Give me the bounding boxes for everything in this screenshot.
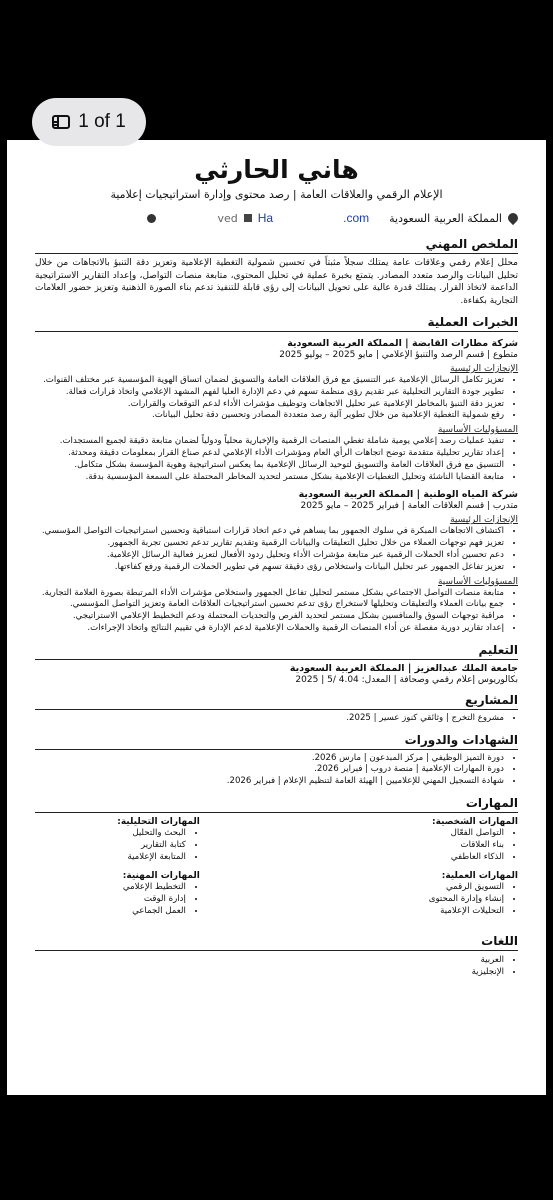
list-item: • متابعة القضايا الناشئة وتحليل التغطيات الإعلامية بشكل مستمر لتحديد المخاطر المحتملة على السمعة المؤسسية بدقة. bbox=[35, 472, 504, 484]
summary-title: الملخص المهني bbox=[35, 237, 518, 254]
list-item: • دعم تحسين أداء الحملات الرقمية عبر متابعة مؤشرات الأداء وتحليل ردود الأفعال لتعزيز فعالية الرسائل الإعلامية. bbox=[35, 550, 504, 562]
skills-col-left bbox=[35, 817, 200, 926]
skills-title: المهارات bbox=[35, 796, 518, 813]
skills-grid bbox=[35, 817, 518, 926]
list-item: • تنفيذ عمليات رصد إعلامي يومية شاملة تغطي المنصات الرقمية والإخبارية محلياً ودولياً لضمان متابعة دقيقة لجميع المستجدات. bbox=[35, 436, 504, 448]
linkedin-icon bbox=[244, 214, 252, 222]
email-start: Ha bbox=[257, 211, 274, 225]
responsibilities-list bbox=[35, 436, 518, 483]
education-org: جامعة الملك عبدالعزيز | المملكة العربية السعودية bbox=[289, 662, 518, 674]
list-item: • إعداد تقارير دورية مفصلة عن أداء المنصات الرقمية والحملات الإعلامية لدعم الإدارة في تقييم النتائج واتخاذ الإجراءات. bbox=[35, 623, 504, 635]
skills-col-right bbox=[286, 817, 518, 926]
skills-group-practical bbox=[286, 871, 518, 917]
skills-group-title: المهارات المهنية: bbox=[122, 871, 200, 882]
languages-title: اللغات bbox=[35, 934, 518, 951]
list-item: • متابعة منصات التواصل الاجتماعي بشكل مستمر لتحليل تفاعل الجمهور واستخلاص مؤشرات الأداء المرتبطة بصورة العلامة التجارية. bbox=[35, 588, 504, 600]
list-item: • تعزيز تكامل الرسائل الإعلامية عبر التنسيق مع فرق العلاقات العامة والتسويق لضمان اتساق الهوية المؤسسية عبر مختلف القنوات. bbox=[35, 375, 504, 387]
projects-title: المشاريع bbox=[35, 693, 518, 710]
list-item: • شهادة التسجيل المهني للإعلاميين | الهيئة العامة لتنظيم الإعلام | فبراير 2026. bbox=[35, 776, 504, 788]
list-item: • البحث والتحليل bbox=[55, 828, 186, 840]
list-item: • إدارة الوقت bbox=[55, 894, 186, 906]
achievements-list bbox=[35, 526, 518, 573]
skills-group-title: المهارات العملية: bbox=[441, 871, 518, 882]
achievements-title: الإنجازات الرئيسية bbox=[450, 364, 518, 374]
list-item: • العربية bbox=[35, 955, 504, 967]
list-item: • رفع شمولية التغطية الإعلامية من خلال تطوير آلية رصد متعددة المصادر وتحسين دقة تحليل البيانات. bbox=[35, 410, 504, 422]
list-item: • العمل الجماعي bbox=[55, 906, 186, 918]
skills-group-personal bbox=[286, 817, 518, 863]
linkedin-end[interactable]: ved bbox=[217, 211, 238, 225]
list-item: • التحليلات الإعلامية bbox=[286, 906, 504, 918]
location-text: المملكة العربية السعودية bbox=[389, 211, 502, 225]
responsibilities-list bbox=[35, 588, 518, 635]
list-item: • بناء العلاقات bbox=[286, 840, 504, 852]
job-role: متطوع | قسم الرصد والتنبؤ الإعلامي | مايو 2025 – يوليو 2025 bbox=[279, 350, 518, 360]
experience-title: الخبرات العملية bbox=[35, 315, 518, 332]
education-title: التعليم bbox=[35, 643, 518, 660]
resume-page bbox=[7, 140, 546, 1095]
list-item: • تعزيز دقة التنبؤ بالمخاطر الإعلامية عبر تحليل الاتجاهات وتوظيف مؤشرات الأداء لدعم التوقعات والقرارات. bbox=[35, 399, 504, 411]
job-org: شركة مطارات القابضة | المملكة العربية السعودية bbox=[287, 338, 518, 349]
skills-group-title: المهارات الشخصية: bbox=[432, 816, 518, 827]
email-end: .com bbox=[343, 211, 370, 225]
list-item: • التخطيط الإعلامي bbox=[55, 882, 186, 894]
list-item: • اكتشاف الاتجاهات المبكرة في سلوك الجمهور بما يساهم في دعم اتخاذ قرارات استباقية وتحسين استراتيجيات التواصل المؤسسي. bbox=[35, 526, 504, 538]
list-item: • الإنجليزية bbox=[35, 967, 504, 979]
page-indicator-label: 1 of 1 bbox=[78, 111, 126, 132]
languages-list bbox=[35, 955, 518, 979]
skills-group-professional bbox=[55, 871, 200, 917]
list-item: • إعداد تقارير تحليلية متقدمة توضح اتجاهات الرأي العام ومؤشرات الأداء الإعلامي لدعم صناع القرار بمعلومات دقيقة ومحدثة. bbox=[35, 448, 504, 460]
location-icon bbox=[506, 211, 520, 225]
skills-group-title: المهارات التحليلية: bbox=[117, 816, 200, 827]
projects-list bbox=[35, 713, 518, 725]
email-link[interactable] bbox=[258, 211, 369, 225]
achievements-title: الإنجازات الرئيسية bbox=[450, 515, 518, 526]
list-item: • الذكاء العاطفي bbox=[286, 852, 504, 864]
certs-title: الشهادات والدورات bbox=[35, 733, 518, 750]
responsibilities-title: المسؤوليات الأساسية bbox=[437, 576, 518, 587]
list-item: • إنشاء وإدارة المحتوى bbox=[286, 894, 504, 906]
person-name: هاني الحارثي bbox=[194, 155, 359, 184]
list-item: • دورة التميز الوظيفي | مركز المبدعون | مارس 2026. bbox=[35, 753, 504, 765]
list-item: • مشروع التخرج | وثائقي كنوز عسير | 2025. bbox=[35, 713, 504, 725]
achievements-list bbox=[35, 375, 518, 422]
tagline: الإعلام الرقمي والعلاقات العامة | رصد محتوى وإدارة استراتيجيات إعلامية bbox=[110, 188, 443, 201]
job-org: شركة المياه الوطنية | المملكة العربية السعودية bbox=[298, 489, 518, 501]
list-item: • مراقبة توجهات السوق والمنافسين بشكل مستمر لتحديد الفرص والتحديات المحتملة ودعم التخطيط الإعلامي الاستراتيجي. bbox=[35, 611, 504, 623]
job-1 bbox=[35, 338, 518, 483]
list-item: • دورة المهارات الإعلامية | منصة دروب | فبراير 2026. bbox=[35, 764, 504, 776]
list-item: • تعزيز فهم توجهات العملاء من خلال تحليل التعليقات والبيانات الرقمية وتقديم تقارير تدعم تحسين تجربة الجمهور. bbox=[35, 538, 504, 550]
education-detail: بكالوريوس إعلام رقمي وصحافة | المعدل: 4.04 /5 | 2025 bbox=[295, 674, 518, 685]
certs-list bbox=[35, 753, 518, 788]
list-item: • التنسيق مع فرق العلاقات العامة والتسويق لتوحيد الرسائل الإعلامية بما يعكس استراتيجية وهوية المؤسسة بشكل متكامل. bbox=[35, 460, 504, 472]
list-item: • جمع بيانات العملاء والتعليقات وتحليلها لاستخراج رؤى تدعم تحسين استراتيجيات العلاقات العامة وتعزيز التواصل المؤسسي. bbox=[35, 599, 504, 611]
list-item: • كتابة التقارير bbox=[55, 840, 186, 852]
summary-text: محلل إعلام رقمي وعلاقات عامة يمتلك سجلاً مثبتاً في تحسين شمولية التغطية الإعلامية وتعزيز دقة التنبؤ بالاتجاهات من خلال تحليل البيانات والرصد متعدد المصادر. يتمتع بخبرة عملية في تحليل المحتوى، متابعة منصات التواصل، وإعداد التقارير الاستراتيجية الداعمة لاتخاذ القرار. يمتلك قدرة عالية على تحويل البيانات إلى رؤى قابلة للتنفيذ تدعم بناء الصورة الذهنية وتعزيز حضور العلامات التجارية بكفاءة. bbox=[35, 258, 518, 306]
page-indicator[interactable] bbox=[32, 98, 146, 146]
list-item: • تعزيز تفاعل الجمهور عبر تحليل البيانات واستخلاص رؤى دقيقة تسهم في تطوير الحملات الرقمية ورفع كفاءتها. bbox=[35, 562, 504, 574]
sidebar-icon bbox=[52, 115, 70, 129]
list-item: • التسويق الرقمي bbox=[286, 882, 504, 894]
phone-icon bbox=[147, 214, 156, 223]
skills-group-analytical bbox=[55, 817, 200, 863]
contact-row bbox=[35, 207, 518, 229]
list-item: • تطوير جودة التقارير التحليلية عبر تقديم رؤى منظمة تسهم في دعم الإدارة العليا لفهم المشهد الإعلامي واتخاذ قرارات فعالة. bbox=[35, 387, 504, 399]
job-2 bbox=[35, 489, 518, 634]
list-item: • التواصل الفعّال bbox=[286, 828, 504, 840]
job-role: متدرب | قسم العلاقات العامة | فبراير 2025 – مايو 2025 bbox=[300, 501, 518, 512]
responsibilities-title: المسؤوليات الأساسية bbox=[437, 425, 518, 436]
list-item: • المتابعة الإعلامية bbox=[55, 852, 186, 864]
